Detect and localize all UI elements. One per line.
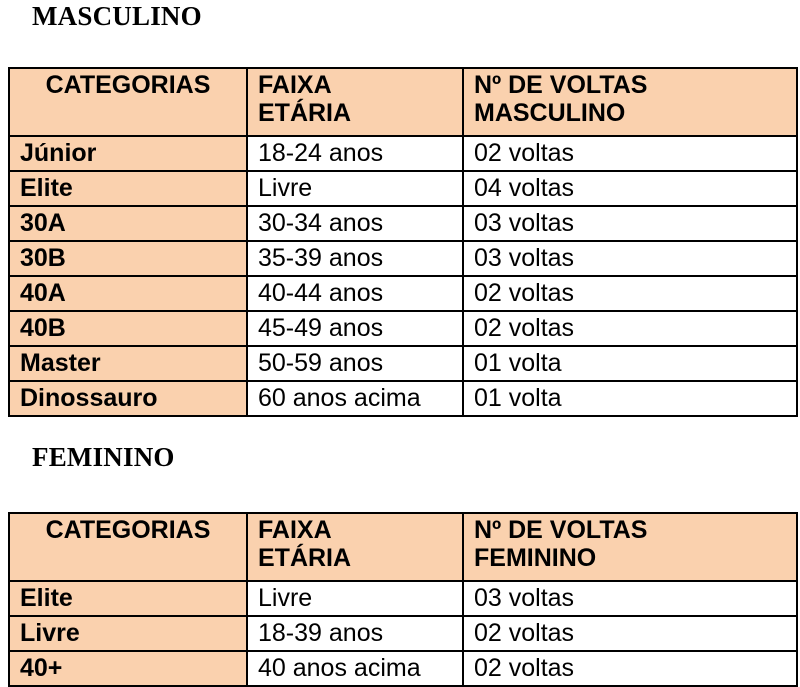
cell-voltas: 02 voltas: [463, 276, 797, 311]
cell-categoria: Elite: [9, 581, 247, 616]
cell-categoria: Elite: [9, 171, 247, 206]
cell-voltas: 02 voltas: [463, 311, 797, 346]
cell-faixa: Livre: [247, 581, 463, 616]
header-categorias: CATEGORIAS: [9, 513, 247, 581]
cell-faixa: 50-59 anos: [247, 346, 463, 381]
cell-categoria: 30A: [9, 206, 247, 241]
cell-faixa: 18-24 anos: [247, 136, 463, 171]
header-voltas-line2: MASCULINO: [474, 99, 626, 127]
header-faixa-line2: ETÁRIA: [258, 99, 352, 127]
cell-voltas: 02 voltas: [463, 616, 797, 651]
section-title-feminino: FEMININO: [32, 442, 175, 472]
cell-faixa: 60 anos acima: [247, 381, 463, 416]
table-masculino: [8, 67, 798, 417]
header-faixa-etaria: [247, 68, 463, 136]
table-row: [9, 276, 797, 311]
cell-categoria: Livre: [9, 616, 247, 651]
cell-faixa: 18-39 anos: [247, 616, 463, 651]
cell-categoria: Dinossauro: [9, 381, 247, 416]
cell-categoria: 40+: [9, 651, 247, 686]
header-faixa-etaria: [247, 513, 463, 581]
cell-categoria: 40A: [9, 276, 247, 311]
header-voltas: [463, 513, 797, 581]
cell-voltas: 01 volta: [463, 381, 797, 416]
table-row: [9, 346, 797, 381]
table-row: [9, 616, 797, 651]
table-row: [9, 311, 797, 346]
table-row: [9, 381, 797, 416]
table-row: [9, 581, 797, 616]
table-feminino: [8, 512, 798, 687]
cell-faixa: 40 anos acima: [247, 651, 463, 686]
header-voltas-line2: FEMININO: [474, 544, 597, 572]
header-voltas-line1: Nº DE VOLTAS: [474, 71, 648, 99]
cell-faixa: 40-44 anos: [247, 276, 463, 311]
table-row: [9, 651, 797, 686]
cell-faixa: 30-34 anos: [247, 206, 463, 241]
cell-faixa: Livre: [247, 171, 463, 206]
header-faixa-line2: ETÁRIA: [258, 544, 352, 572]
cell-categoria: Júnior: [9, 136, 247, 171]
table-row: [9, 136, 797, 171]
table-row: [9, 206, 797, 241]
cell-categoria: 40B: [9, 311, 247, 346]
cell-voltas: 04 voltas: [463, 171, 797, 206]
cell-faixa: 45-49 anos: [247, 311, 463, 346]
cell-voltas: 03 voltas: [463, 241, 797, 276]
header-voltas: [463, 68, 797, 136]
cell-voltas: 02 voltas: [463, 651, 797, 686]
cell-categoria: Master: [9, 346, 247, 381]
cell-categoria: 30B: [9, 241, 247, 276]
cell-voltas: 03 voltas: [463, 581, 797, 616]
table-row: [9, 171, 797, 206]
table-header-row: [9, 68, 797, 136]
section-title-masculino: MASCULINO: [32, 1, 202, 31]
cell-voltas: 03 voltas: [463, 206, 797, 241]
table-row: [9, 241, 797, 276]
header-categorias: CATEGORIAS: [9, 68, 247, 136]
cell-voltas: 02 voltas: [463, 136, 797, 171]
cell-voltas: 01 volta: [463, 346, 797, 381]
cell-faixa: 35-39 anos: [247, 241, 463, 276]
header-faixa-line1: FAIXA: [258, 71, 332, 99]
header-faixa-line1: FAIXA: [258, 516, 332, 544]
header-voltas-line1: Nº DE VOLTAS: [474, 516, 648, 544]
table-header-row: [9, 513, 797, 581]
